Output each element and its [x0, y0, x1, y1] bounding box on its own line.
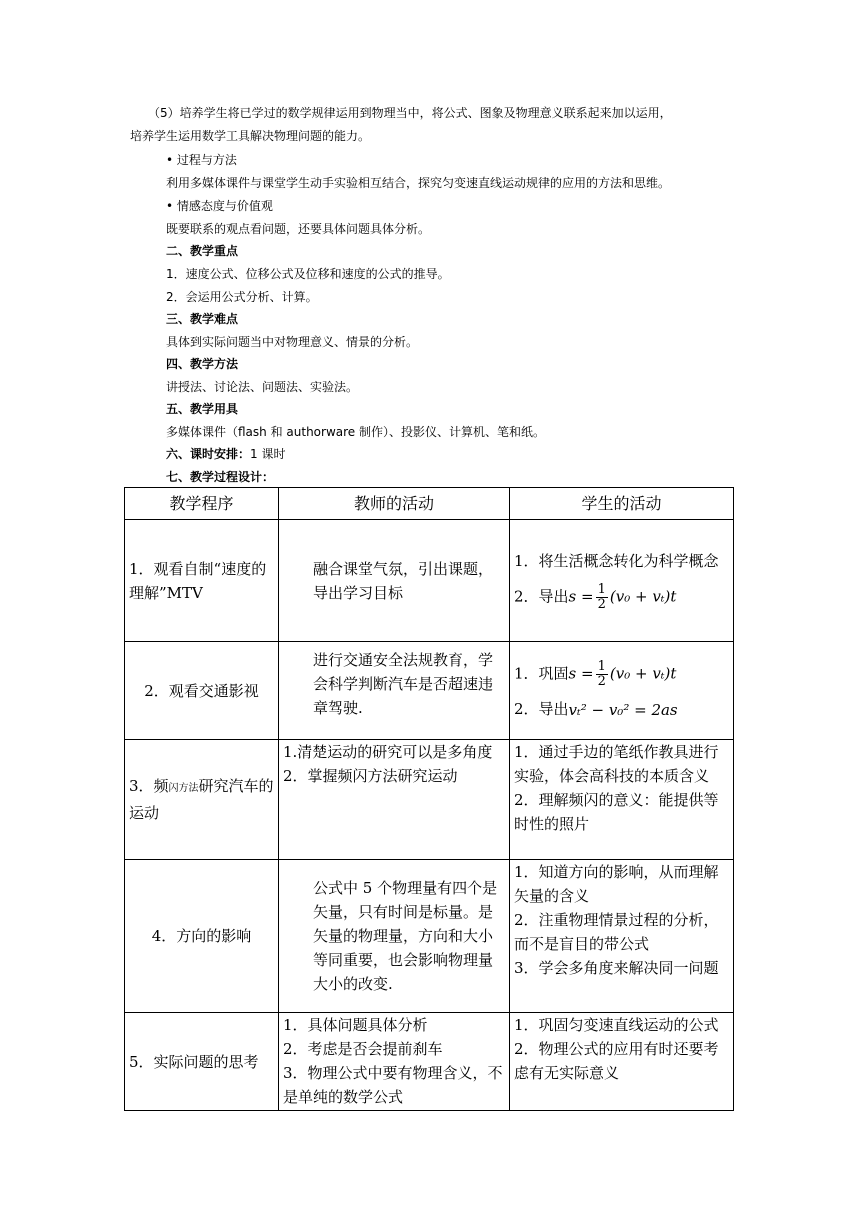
teacher-cell	[279, 520, 510, 642]
key-point-2: 2．会运用公式分析、计算。	[166, 290, 318, 304]
student-item: 2．理解频闪的意义：能提供等时性的照片	[514, 791, 719, 833]
emotion-heading: • 情感态度与价值观	[166, 199, 273, 213]
student-cell	[510, 642, 734, 740]
hours-text: 1 课时	[250, 447, 286, 461]
program-cell	[125, 1013, 279, 1111]
teacher-cell	[279, 1013, 510, 1111]
student-item: 1．将生活概念转化为科学概念	[514, 552, 719, 570]
teaching-process-table	[124, 487, 734, 1111]
table-row	[125, 860, 734, 1013]
process-heading: • 过程与方法	[166, 153, 237, 167]
student-item: 2．导出s = $\frac{1}{2}$ (v₀ + vₜ)t	[514, 582, 677, 612]
header-student: 学生的活动	[510, 488, 734, 520]
student-item: 2．物理公式的应用有时还要考虑有无实际意义	[514, 1040, 719, 1082]
difficulty-heading: 三、教学难点	[166, 312, 239, 326]
table-header-row	[125, 488, 734, 520]
student-item: 1．通过手边的笔纸作教具进行实验，体会高科技的本质含义	[514, 743, 719, 785]
teacher-text: 公式中 5 个物理量有四个是矢量，只有时间是标量。是矢量的物理量，方向和大小等同重要，也会影响物理量大小的改变.	[313, 879, 498, 993]
formula-displacement: s = $\frac{1}{2}$ (v₀ + vₜ)t	[568, 582, 677, 612]
header-program: 教学程序	[125, 488, 279, 520]
student-item: 2．导出vₜ² − v₀² = 2as	[514, 697, 729, 722]
table-row	[125, 740, 734, 860]
program-cell	[125, 860, 279, 1013]
student-item: 1．知道方向的影响，从而理解矢量的含义	[514, 863, 719, 905]
tools-heading: 五、教学用具	[166, 402, 239, 416]
teacher-cell	[279, 642, 510, 740]
method-text: 讲授法、讨论法、问题法、实验法。	[166, 380, 359, 394]
method-heading: 四、教学方法	[166, 357, 239, 371]
program-cell	[125, 642, 279, 740]
student-item: 1．巩固s = $\frac{1}{2}$ (v₀ + vₜ)t	[514, 658, 677, 689]
student-item: 2．注重物理情景过程的分析，而不是盲目的带公式	[514, 911, 719, 953]
design-heading: 七、教学过程设计：	[166, 470, 275, 484]
difficulty-text: 具体到实际问题当中对物理意义、情景的分析。	[166, 335, 419, 349]
emotion-text: 既要联系的观点看问题，还要具体问题具体分析。	[166, 222, 431, 236]
teacher-item: 2．掌握频闪方法研究运动	[283, 767, 458, 785]
program-text: 1．观看自制“速度的理解”MTV	[129, 559, 267, 602]
student-cell	[510, 860, 734, 1013]
teacher-item: 2．考虑是否会提前刹车	[283, 1040, 443, 1058]
teacher-text: 融合课堂气氛，引出课题，导出学习目标	[313, 559, 494, 602]
header-teacher: 教师的活动	[279, 488, 510, 520]
table-row	[125, 520, 734, 642]
program-text: 2．观看交通影视	[144, 681, 259, 700]
teacher-item: 1.清楚运动的研究可以是多角度	[283, 743, 493, 761]
program-cell: 3．频闪方法研究汽车的运动	[125, 740, 279, 860]
goal5-line1: （5）培养学生将已学过的数学规律运用到物理当中，将公式、图象及物理意义联系起来加以运用，	[148, 106, 672, 120]
key-points-heading: 二、教学重点	[166, 244, 239, 258]
student-item: 1．巩固匀变速直线运动的公式	[514, 1016, 719, 1034]
process-text: 利用多媒体课件与课堂学生动手实验相互结合，探究匀变速直线运动规律的应用的方法和思维。	[166, 176, 671, 190]
program-cell	[125, 520, 279, 642]
table-row	[125, 1013, 734, 1111]
table-row	[125, 642, 734, 740]
student-cell	[510, 740, 734, 860]
formula-velocity-displacement: vₜ² − v₀² = 2as	[568, 700, 678, 719]
teacher-cell	[279, 860, 510, 1013]
goal5-line2: 培养学生运用数学工具解决物理问题的能力。	[130, 129, 371, 143]
tools-text: 多媒体课件（flash 和 authorware 制作）、投影仪、计算机、笔和纸。	[166, 425, 545, 439]
hours-line	[166, 446, 285, 462]
formula-displacement: s = $\frac{1}{2}$ (v₀ + vₜ)t	[568, 658, 677, 689]
teacher-item: 3．物理公式中要有物理含义，不是单纯的数学公式	[283, 1064, 503, 1106]
key-point-1: 1．速度公式、位移公式及位移和速度的公式的推导。	[166, 267, 450, 281]
student-item: 3．学会多角度来解决同一问题	[514, 959, 719, 977]
teacher-text: 进行交通安全法规教育，学会科学判断汽车是否超速违章驾驶.	[313, 651, 494, 717]
student-cell	[510, 1013, 734, 1111]
teacher-cell	[279, 740, 510, 860]
hours-heading: 六、课时安排：	[166, 447, 251, 461]
program-text: 4．方向的影响	[151, 927, 252, 945]
student-cell	[510, 520, 734, 642]
program-text: 5．实际问题的思考	[129, 1052, 259, 1071]
teacher-item: 1．具体问题具体分析	[283, 1016, 428, 1034]
